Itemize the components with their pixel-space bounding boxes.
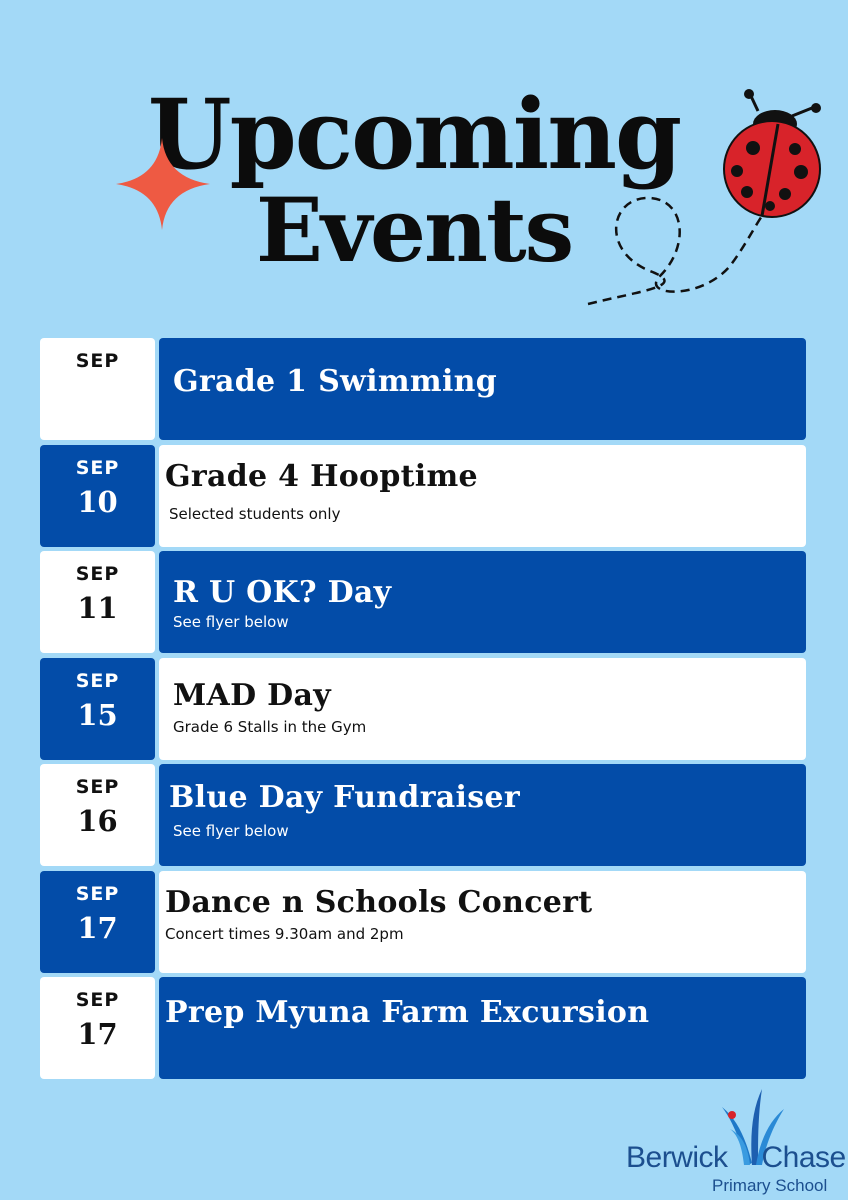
event-box (159, 658, 806, 760)
sparkle-icon (112, 134, 212, 234)
event-note: See flyer below (173, 613, 289, 631)
date-box (40, 871, 155, 973)
ladybug-icon (580, 86, 830, 311)
event-row (40, 977, 806, 1079)
event-day: 10 (77, 484, 118, 519)
logo-word-1: Berwick (626, 1141, 728, 1174)
event-row (40, 871, 806, 973)
event-title: R U OK? Day (173, 575, 392, 610)
event-month: SEP (75, 563, 120, 585)
date-box (40, 658, 155, 760)
event-row (40, 658, 806, 760)
event-day: 15 (77, 697, 118, 732)
event-title: MAD Day (173, 677, 331, 713)
date-box (40, 338, 155, 440)
event-month: SEP (75, 669, 120, 692)
title-line-upcoming: Upcoming (147, 78, 681, 191)
events-list (40, 338, 806, 1084)
event-title: Grade 1 Swimming (173, 364, 498, 399)
event-day: 17 (77, 910, 118, 945)
date-box (40, 977, 155, 1079)
event-month: SEP (75, 776, 120, 798)
event-box (159, 338, 806, 440)
event-row (40, 551, 806, 653)
event-month: SEP (75, 989, 120, 1011)
event-box (159, 445, 806, 547)
event-day: 11 (77, 591, 118, 625)
date-box (40, 764, 155, 866)
event-box (159, 551, 806, 653)
logo-wordmark (626, 1141, 846, 1175)
event-day: 17 (77, 1017, 118, 1051)
date-box (40, 445, 155, 547)
date-box (40, 551, 155, 653)
event-title: Prep Myuna Farm Excursion (165, 995, 650, 1030)
event-note: Selected students only (169, 504, 341, 523)
event-box (159, 977, 806, 1079)
event-box (159, 764, 806, 866)
school-logo (622, 1085, 846, 1195)
logo-subtitle: Primary School (712, 1176, 828, 1195)
event-note: See flyer below (173, 822, 289, 840)
event-month: SEP (75, 882, 120, 905)
event-month: SEP (75, 456, 120, 479)
event-title: Dance n Schools Concert (165, 884, 593, 920)
event-row (40, 764, 806, 866)
event-month: SEP (75, 350, 120, 372)
event-title: Blue Day Fundraiser (169, 780, 520, 815)
title-line-events: Events (255, 178, 573, 282)
event-box (159, 871, 806, 973)
event-note: Grade 6 Stalls in the Gym (173, 717, 367, 736)
logo-word-2: Chase (761, 1141, 846, 1174)
event-row (40, 445, 806, 547)
event-day: 16 (77, 804, 118, 838)
event-row (40, 338, 806, 440)
event-note: Concert times 9.30am and 2pm (165, 924, 404, 943)
event-title: Grade 4 Hooptime (165, 458, 478, 494)
dashed-flight-path (588, 198, 762, 304)
